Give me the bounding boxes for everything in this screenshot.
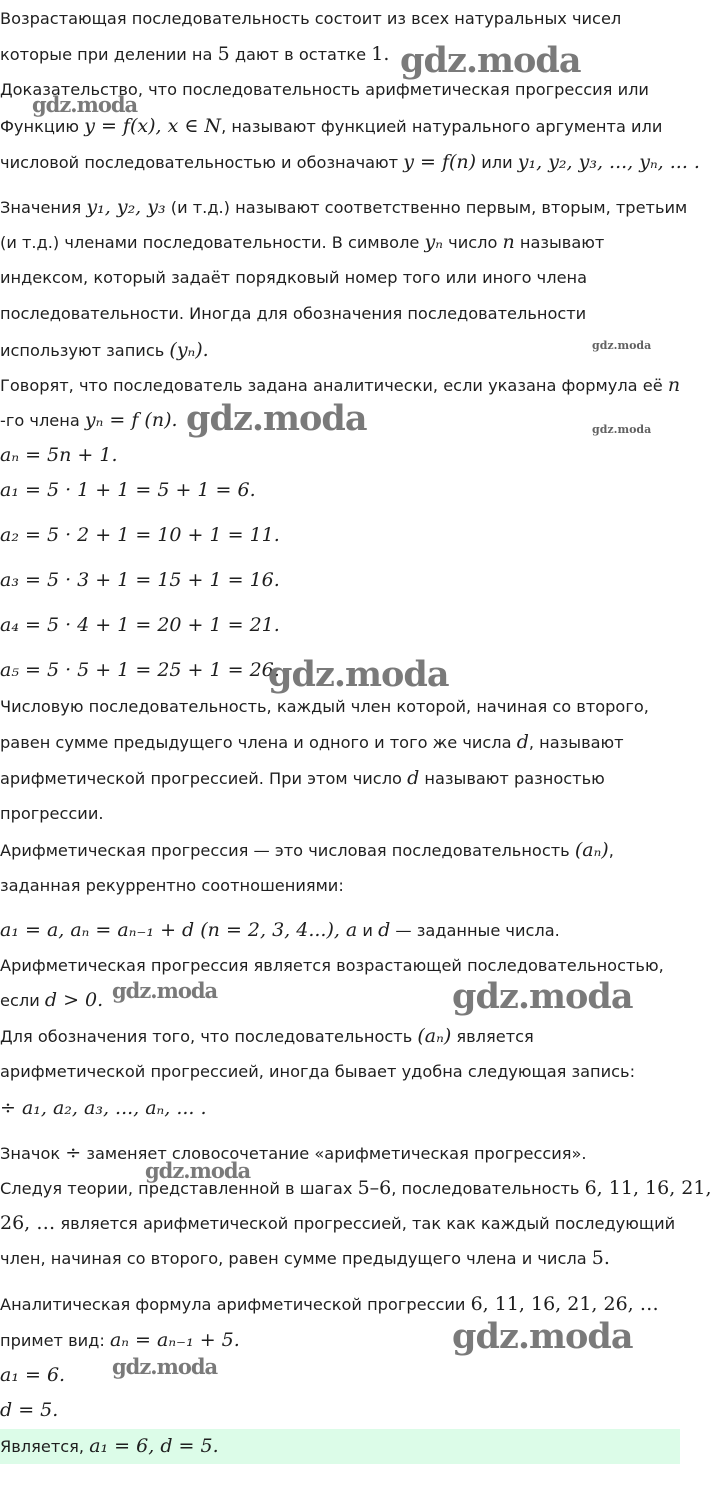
watermark-logo: gdz.moda <box>112 978 218 1003</box>
watermark-logo: gdz.moda <box>112 1354 218 1379</box>
text-line-6: Значения y₁, y₂, y₃ (и т.д.) называют соответственно первым, вторым, третьим <box>0 196 688 218</box>
answer-text: Является, a₁ = 6, d = 5. <box>0 1435 219 1457</box>
text-line-34: член, начиная со второго, равен сумме предыдущего члена и числа 5. <box>0 1247 610 1269</box>
formula-d-value: d = 5. <box>0 1399 59 1421</box>
text-line-29: арифметической прогрессией, иногда бывает удобна следующая запись: <box>0 1062 636 1081</box>
watermark-logo: gdz.moda <box>268 654 449 695</box>
text-line-8: индексом, который задаёт порядковый номер того или иного члена <box>0 268 588 287</box>
text-line-10: используют запись (yₙ). <box>0 339 209 361</box>
formula-a2: a₂ = 5 · 2 + 1 = 10 + 1 = 11. <box>0 524 280 546</box>
text-line-5: числовой последовательностью и обозначают y = f(n) или y₁, y₂, y₃, ..., yₙ, ... . <box>0 151 700 173</box>
text-line-27: если d > 0. <box>0 989 104 1011</box>
text-line-22: прогрессии. <box>0 804 104 823</box>
watermark-logo: gdz.moda <box>452 1316 633 1357</box>
text-line-21: арифметической прогрессией. При этом число d называют разностью <box>0 767 605 789</box>
text-line-23: Арифметическая прогрессия — это числовая последовательность (aₙ), <box>0 839 614 861</box>
text-line-36: примет вид: aₙ = aₙ₋₁ + 5. <box>0 1329 240 1351</box>
formula-a1: a₁ = 5 · 1 + 1 = 5 + 1 = 6. <box>0 479 256 501</box>
text-line-4: Функцию y = f(x), x ∈ N, называют функцией натурального аргумента или <box>0 115 663 137</box>
formula-notation: ÷ a₁, a₂, a₃, ..., aₙ, ... . <box>0 1097 207 1119</box>
formula-an: aₙ = 5n + 1. <box>0 444 118 466</box>
text-line-31: Значок ÷ заменяет словосочетание «арифметическая прогрессия». <box>0 1142 587 1164</box>
formula-recurrence: a₁ = a, aₙ = aₙ₋₁ + d (n = 2, 3, 4...), a и d — заданные числа. <box>0 919 560 941</box>
formula-a1-value: a₁ = 6. <box>0 1364 66 1386</box>
text-line-19: Числовую последовательность, каждый член которой, начиная со второго, <box>0 697 649 716</box>
text-line-12: -го члена yₙ = f (n). <box>0 409 178 431</box>
text-line-26: Арифметическая прогрессия является возрастающей последовательностью, <box>0 956 664 975</box>
text-line-33: 26, … является арифметической прогрессией, так как каждый последующий <box>0 1212 676 1234</box>
watermark-logo: gdz.moda <box>32 92 138 117</box>
watermark-logo: gdz.moda <box>186 398 367 439</box>
text-line-3: Доказательство, что последовательность арифметическая прогрессия или <box>0 80 649 99</box>
watermark-logo: gdz.moda <box>592 423 652 436</box>
text-line-20: равен сумме предыдущего члена и одного и того же числа d, называют <box>0 731 624 753</box>
text-line-32: Следуя теории, представленной в шагах 5–6, последовательность 6, 11, 16, 21, <box>0 1177 712 1199</box>
watermark-logo: gdz.moda <box>592 339 652 352</box>
text-line-1: Возрастающая последовательность состоит из всех натуральных чисел <box>0 9 622 28</box>
text-line-24: заданная рекуррентно соотношениями: <box>0 876 344 895</box>
text-line-2: которые при делении на 5 дают в остатке 1. <box>0 43 390 65</box>
formula-a3: a₃ = 5 · 3 + 1 = 15 + 1 = 16. <box>0 569 280 591</box>
text-line-11: Говорят, что последователь задана аналитически, если указана формула её n <box>0 374 681 396</box>
text-line-28: Для обозначения того, что последовательность (aₙ) является <box>0 1025 534 1047</box>
watermark-logo: gdz.moda <box>145 1158 251 1183</box>
watermark-logo: gdz.moda <box>400 40 581 81</box>
text-line-7: (и т.д.) членами последовательности. В символе yₙ число n называют <box>0 231 605 253</box>
watermark-logo: gdz.moda <box>452 976 633 1017</box>
formula-a4: a₄ = 5 · 4 + 1 = 20 + 1 = 21. <box>0 614 280 636</box>
text-line-9: последовательности. Иногда для обозначения последовательности <box>0 304 587 323</box>
formula-a5: a₅ = 5 · 5 + 1 = 25 + 1 = 26. <box>0 659 280 681</box>
text-line-35: Аналитическая формула арифметической прогрессии 6, 11, 16, 21, 26, … <box>0 1293 659 1315</box>
